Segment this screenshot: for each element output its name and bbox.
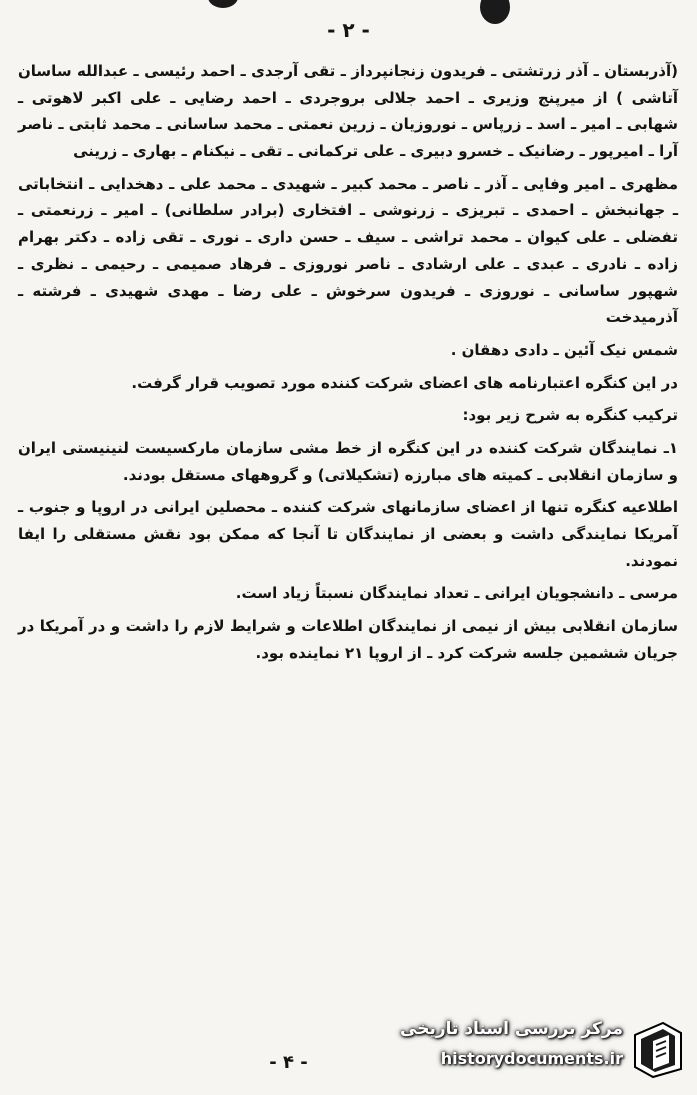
watermark-url: historydocuments.ir [440,1049,623,1068]
list-item: مرسی ـ دانشجویان ایرانی ـ تعداد نمایندگان نسبتاً زیاد است. [235,584,678,603]
page-number-top: - ۲ - [327,18,370,42]
document-body [18,58,678,672]
book-logo-icon [629,1019,687,1079]
watermark-title: مرکز بررسی اسناد تاریخی [400,1019,623,1039]
list-item: اطلاعیه کنگره تنها از اعضای سازمانهای شرکت کننده ـ محصلین ایرانی در اروپا و جنوب ـ آمریکا نمایندگی داشت و بعضی از نمایندگان تا آنجا که ممکن بود نقش مستقلی را ایفا نمودند. [18,498,678,570]
list-item: ۱ـ نمایندگان شرکت کننده در این کنگره از خط مشی سازمان مارکسیست لنینیستی ایران و سازمان انقلابی ـ کمیته های مبارزه (تشکیلاتی) و گروههای مستقل بودند. [18,438,678,484]
ink-blot [208,0,238,8]
page-number-bottom: - ۴ - [269,1052,308,1073]
paragraph: مظهری ـ امیر وفایی ـ آذر ـ ناصر ـ محمد کبیر ـ شهیدی ـ محمد علی ـ دهخدایی ـ انتخاباتی ـ جهانبخش ـ احمدی ـ تبریزی ـ زرنوشی ـ افتخاری (برادر سلطانی) ـ امیر ـ زرنعمتی ـ تفضلی ـ علی کیوان ـ محمد تراشی ـ سیف ـ حسن داری ـ نوری ـ تقی زاده ـ دکتر بهرام زاده ـ نادری ـ عبدی ـ علی ارشادی ـ ناصر نوروزی ـ فرهاد صمیمی ـ رحیمی ـ نظری ـ شهپور ساسانی ـ نوروزی ـ فریدون سرخوش ـ علی رضا ـ مهدی شهیدی ـ فرشته ـ آذرمیدخت [18,174,678,327]
watermark [399,1013,689,1085]
paragraph: شمس نیک آئین ـ دادی دهقان . [450,340,678,359]
list-item: سازمان انقلابی بیش از نیمی از نمایندگان اطلاعات و شرایط لازم را داشت و در آمریکا در جریان ششمین جلسه شرکت کرد ـ از اروپا ۲۱ نماینده بود. [18,617,678,662]
paragraph: در این کنگره اعتبارنامه های اعضای شرکت کننده مورد تصویب قرار گرفت. [131,373,678,392]
paragraph: ترکیب کنگره به شرح زیر بود: [462,406,678,425]
paragraph: (آذربستان ـ آذر زرتشتی ـ فریدون زنجانپرداز ـ تقی آرجدی ـ احمد رئیسی ـ عبدالله ساسان آتاشی ) از میرپنج وزیری ـ احمد جلالی بروجردی ـ احمد رضایی ـ علی اکبر لاهوتی ـ شهابی ـ امیر ـ اسد ـ زرپاس ـ نوروزیان ـ زرین نعمتی ـ محمد ساسانی ـ محمد ثابتی ـ ناصر آرا ـ امیرپور ـ رضانیک ـ خسرو دبیری ـ علی ترکمانی ـ تقی ـ نیکنام ـ بهاری ـ زرینی [18,62,678,161]
